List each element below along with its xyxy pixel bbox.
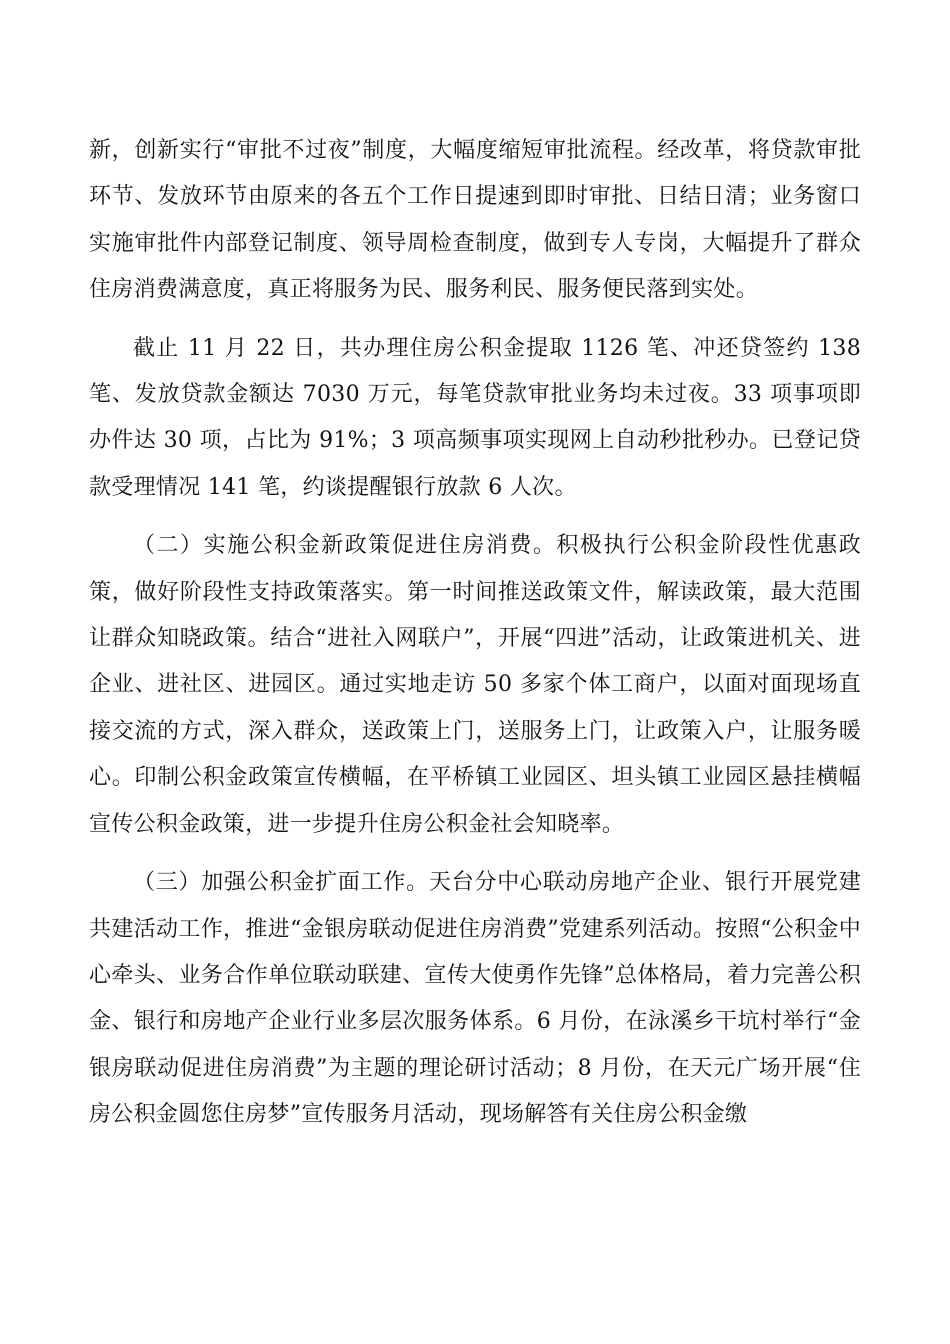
document-body — [89, 128, 861, 1139]
paragraph-approval-reform: 新，创新实行“审批不过夜”制度，大幅度缩短审批流程。经改革，将贷款审批环节、发放环节由原来的各五个工作日提速到即时审批、日结日清；业务窗口实施审批件内部登记制度、领导周检查制度，做到专人专岗，大幅提升了群众住房消费满意度，真正将服务为民、服务利民、服务便民落到实处。 — [89, 138, 861, 303]
paragraph-section-two-new-policy: （二）实施公积金新政策促进住房消费。积极执行公积金阶段性优惠政策，做好阶段性支持政策落实。第一时间推送政策文件，解读政策，最大范围让群众知晓政策。结合“进社入网联户”，开展“四进”活动，让政策进机关、进企业、进社区、进园区。通过实地走访 50 多家个体工商户，以面对面现场直接交流的方式，深入群众，送政策上门，送服务上门，让政策入户，让服务暖心。印制公积金政策宣传横幅，在平桥镇工业园区、坦头镇工业园区悬挂横幅宣传公积金政策，进一步提升住房公积金社会知晓率。 — [89, 533, 861, 837]
paragraph-statistics: 截止 11 月 22 日，共办理住房公积金提取 1126 笔、冲还贷签约 138 笔、发放贷款金额达 7030 万元，每笔贷款审批业务均未过夜。33 项事项即办件达 30 项，占比为 91%；3 项高频事项实现网上自动秒批秒办。已登记贷款受理情况 141 笔，约谈提醒银行放款 6 人次。 — [89, 335, 861, 500]
paragraph-section-three-expansion: （三）加强公积金扩面工作。天台分中心联动房地产企业、银行开展党建共建活动工作，推进“金银房联动促进住房消费”党建系列活动。按照“公积金中心牵头、业务合作单位联动联建、宣传大使勇作先锋”总体格局，着力完善公积金、银行和房地产企业行业多层次服务体系。6 月份，在泳溪乡干坑村举行“金银房联动促进住房消费”为主题的理论研讨活动；8 月份，在天元广场开展“住房公积金圆您住房梦”宣传服务月活动，现场解答有关住房公积金缴 — [89, 870, 861, 1128]
